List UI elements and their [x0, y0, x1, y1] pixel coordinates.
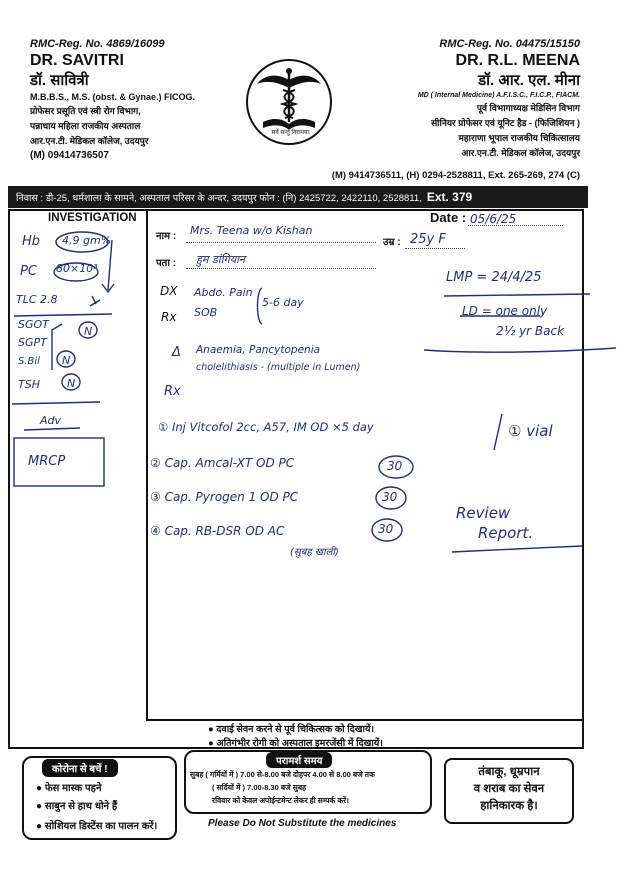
medicine-1-vial: ① vial	[508, 422, 553, 440]
name-underline	[186, 242, 376, 243]
right-doctor-name: DR. R.L. MEENA	[455, 52, 580, 69]
medicine-4: ④ Cap. RB-DSR OD AC	[150, 524, 285, 538]
obstetric-ink-marks	[420, 280, 620, 360]
quantity-circles	[370, 448, 430, 568]
logo-caption: सर्वे सन्तु निरामया:	[271, 130, 311, 136]
corona-item-3: ● सोशियल डिस्टेंस का पालन करें।	[36, 821, 158, 832]
right-doctor-phones: (M) 9414736511, (H) 0294-2528811, Ext. 265-269, 274 (C)	[331, 170, 580, 181]
review-note: Review	[456, 504, 511, 522]
left-doctor-mobile: (M) 09414736507	[30, 150, 109, 161]
consultation-time-1: सुबह ( गर्मियों में ) 7.00 से-8.00 बजे दोहपर 4.00 से 8.00 बजे तक	[190, 770, 375, 779]
advice-mrcp: MRCP	[28, 454, 66, 469]
inv-hb-value: 4.9 gm%	[62, 234, 112, 247]
right-doctor-line2: सीनियर प्रोफेसर एवं यूनिट हैड - (फिजिशियन )	[431, 118, 580, 128]
inv-normal-3: N	[67, 377, 76, 390]
right-doctor-reg: RMC-Reg. No. 04475/15150	[439, 38, 580, 50]
inv-tlc: TLC 2.8	[16, 293, 58, 306]
medicine-4-note: (सुबह खाली)	[290, 547, 339, 558]
consultation-time-3: रविवार को केवल अपोईन्टमेन्ट लेकर ही सम्पर्क करें।	[212, 796, 350, 805]
left-doctor-reg: RMC-Reg. No. 4869/16099	[30, 38, 165, 50]
complaint-1: Abdo. Pain	[194, 286, 253, 299]
medicine-1: ① Inj Vitcofol 2cc, A57, IM OD ×5 day	[158, 420, 374, 434]
left-doctor-block	[30, 38, 245, 161]
patient-age: 25y F	[410, 232, 446, 247]
consultation-title: परामर्श समय	[266, 752, 332, 768]
corona-item-2: ● साबुन से हाथ धोने हैं	[36, 801, 118, 812]
inv-sgpt: SGPT	[18, 336, 47, 349]
investigation-heading: INVESTIGATION	[48, 212, 137, 224]
footer-note-2: ● अतिगंभीर रोगी को अस्पताल इमरजेंसी में दिखायें।	[208, 738, 383, 749]
dx-symbol: DX	[160, 284, 178, 298]
diagnosis-1: Anaemia, Pancytopenia	[196, 344, 321, 356]
complaint-duration: 5-6 day	[262, 296, 304, 309]
right-doctor-degrees: MD ( Internal Medicine) A.F.I.S.C., F.I.C.P., FIACM.	[417, 92, 580, 99]
right-doctor-block	[300, 38, 580, 159]
inv-pc-value: 80×10³	[56, 262, 98, 275]
consultation-time-2: ( सर्दियों में ) 7.00-8.30 बजे सुबह	[212, 783, 307, 792]
corona-title: कोरोना से बचें !	[42, 759, 118, 777]
tobacco-box	[444, 758, 574, 824]
tobacco-line-3: हानिकारक है।	[480, 800, 538, 812]
left-doctor-degrees: M.B.B.S., M.S. (obst. & Gynae.) FICOG.	[30, 92, 196, 102]
medicine-2: ② Cap. Amcal-XT OD PC	[150, 456, 295, 470]
investigation-ink-marks	[0, 220, 146, 520]
inv-sbil: S.Bil	[18, 356, 40, 367]
ld-note-2: 2½ yr Back	[496, 324, 565, 338]
visit-date: 05/6/25	[470, 212, 517, 226]
address-text: निवास : डी-25, धर्मशाला के सामने, अस्पताल परिसर के अन्दर, उदयपुर फोन : (नि) 2425722, 2422110, 2528811,	[16, 192, 422, 204]
left-doctor-line2: पन्नाधाय महिला राजकीय अस्पताल	[30, 121, 141, 131]
footer-note-1: ● दवाई सेवन करने से पूर्व चिकित्सक को दिखायें।	[208, 724, 375, 735]
left-doctor-name-hindi: डॉ. सावित्री	[30, 72, 89, 89]
medicine-2-qty: 30	[387, 459, 403, 473]
address-label: पता :	[156, 258, 177, 269]
rx-symbol-top: Rx	[161, 310, 177, 324]
inv-tsh: TSH	[18, 378, 40, 391]
left-doctor-line3: आर.एन.टी. मेडिकल कॉलेज, उदयपुर	[30, 136, 149, 146]
date-label: Date :	[430, 210, 467, 225]
patient-address: हुम डांगियान	[196, 253, 246, 266]
no-substitute-note: Please Do Not Substitute the medicines	[208, 818, 397, 829]
name-label: नाम :	[156, 231, 177, 242]
footer-divider	[146, 719, 584, 721]
right-doctor-line3: महाराणा भूपाल राजकीय चिकित्सालय	[458, 133, 580, 143]
inv-hb-label: Hb	[22, 234, 41, 249]
review-underline	[448, 540, 588, 560]
left-doctor-name: DR. SAVITRI	[30, 52, 124, 69]
address-ext: Ext. 379	[426, 190, 473, 204]
rx-symbol: Rx	[164, 384, 181, 399]
inv-sgot: SGOT	[18, 318, 49, 331]
age-label: उम्र :	[383, 237, 401, 248]
complaint-bracket	[254, 286, 266, 326]
tobacco-line-2: व शराब का सेवन	[473, 783, 545, 795]
review-note-2: Report.	[478, 524, 534, 542]
right-doctor-line1: पूर्व विभागाध्यक्ष मेडिसिन विभाग	[476, 103, 580, 113]
inv-pc-label: PC	[20, 264, 37, 279]
ld-note: LD = one only	[462, 304, 548, 318]
right-doctor-name-hindi: डॉ. आर. एल. मीना	[478, 72, 580, 89]
inv-normal-1: N	[84, 325, 93, 338]
complaint-2: SOB	[194, 306, 218, 319]
medicine-4-qty: 30	[378, 522, 394, 536]
investigation-divider	[146, 209, 148, 719]
medicine-3: ③ Cap. Pyrogen 1 OD PC	[150, 490, 299, 504]
inv-normal-2: N	[62, 354, 71, 367]
age-underline	[405, 248, 465, 249]
medicine-3-qty: 30	[382, 490, 398, 504]
right-doctor-line4: आर.एन.टी. मेडिकल कॉलेज, उदयपुर	[461, 148, 580, 158]
lmp-note: LMP = 24/4/25	[446, 270, 542, 285]
address-underline	[186, 268, 376, 269]
diagnosis-delta: Δ	[172, 345, 181, 360]
tobacco-line-1: तंबाकू, धूम्रपान	[478, 766, 540, 778]
address-bar	[8, 186, 588, 208]
medicine-1-divider	[488, 412, 508, 452]
patient-name: Mrs. Teena w/o Kishan	[190, 224, 313, 237]
corona-item-1: ● फेस मास्क पहने	[36, 783, 102, 794]
advice-label: Adv	[40, 414, 62, 427]
left-doctor-line1: प्रोफेसर प्रसूति एवं स्त्री रोग विभाग,	[30, 106, 141, 116]
diagnosis-2: cholelithiasis - (multiple in Lumen)	[196, 362, 361, 373]
